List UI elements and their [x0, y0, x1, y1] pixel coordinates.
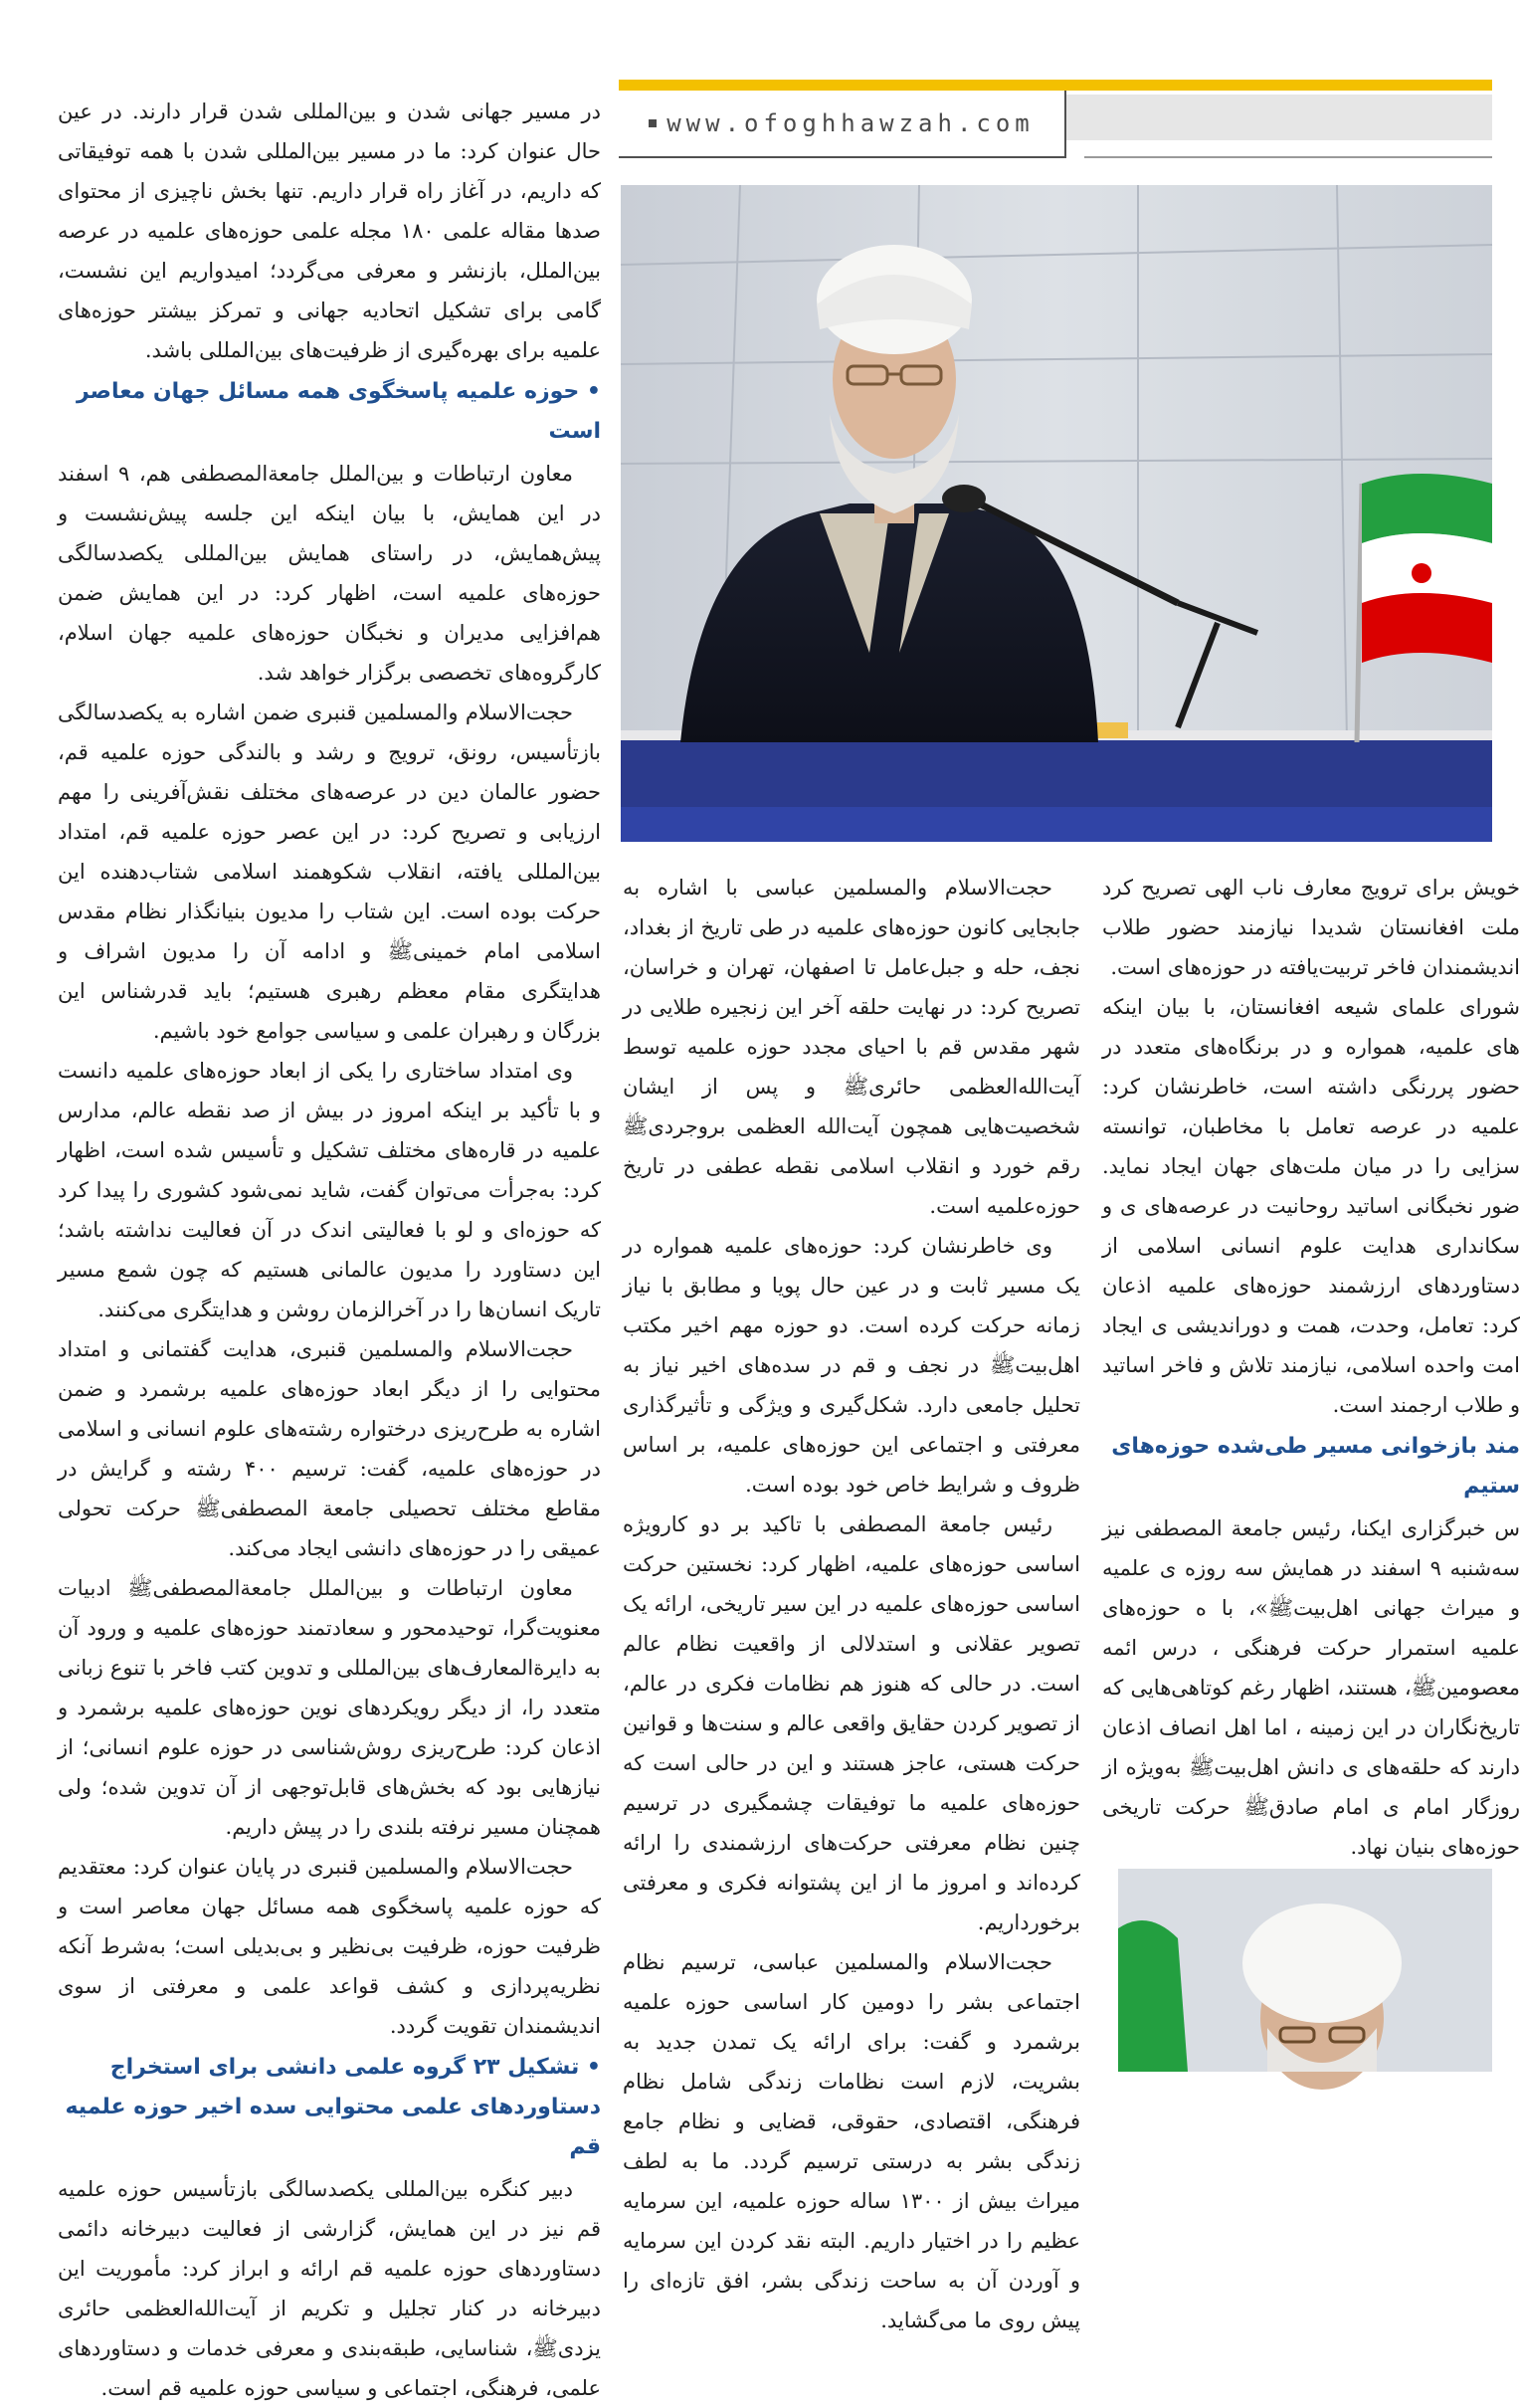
article-column-left — [58, 92, 601, 2400]
paragraph: خویش برای ترویج معارف ناب الهی تصریح کرد ملت افغانستان شدیدا نیازمند حضور طلاب اندیشمندان فاخر تربیت‌یافته در حوزه‌های است. — [1102, 876, 1520, 979]
section-heading: مند بازخوانی مسیر طی‌شده حوزه‌های ستیم — [1111, 1434, 1520, 1499]
header-accent-bar — [619, 80, 1492, 91]
website-box[interactable] — [619, 91, 1066, 158]
section-heading: • حوزه علمیه پاسخگوی همه مسائل جهان معاصر است — [77, 379, 601, 444]
paragraph: س خبرگزاری ایکنا، رئیس جامعة المصطفی نیز سه‌شنبه ۹ اسفند در همایش سه روزه ی علمیه و میراث جهانی اهل‌بیتﷺ»، با ه حوزه‌های علمیه استمرار حرکت فرهنگی ، درس ائمه معصومینﷺ، هستند، اظهار رغم کوتاهی‌هایی که تاریخ‌نگاران در این زمینه ، اما اهل انصاف اذعان دارند که حلقه‌های ی دانش اهل‌بیتﷺ به‌ویژه از روزگار امام ی امام صادقﷺ حرکت تاریخی حوزه‌های بنیان نهاد. — [1102, 1516, 1520, 1859]
website-url[interactable]: www.ofoghhawzah.com — [666, 109, 1035, 137]
paragraph: معاون ارتباطات و بین‌الملل جامعةالمصطفی هم، ۹ اسفند در این همایش، با بیان اینکه این جلسه پیش‌نشست و پیش‌همایش، در راستای همایش بین‌المللی یکصدسالگی حوزه‌های علمیه است، اظهار کرد: در این همایش ضمن هم‌افزایی مدیران و نخبگان حوزه‌های علمیه جهان اسلام، کارگروه‌های تخصصی برگزار خواهد شد. — [58, 462, 601, 685]
article-column-right — [1102, 868, 1520, 1859]
paragraph: وی امتداد ساختاری را یکی از ابعاد حوزه‌های علمیه دانست و با تأکید بر اینکه امروز در بیش از صد نقطه عالم، مدارس علمیه در قاره‌های مختلف تشکیل و تأسیس شده است، اظهار کرد: به‌جرأت می‌توان گفت، شاید نمی‌شود کشوری را پیدا کرد که حوزه‌ای و لو با فعالیتی اندک در آن فعالیت نداشته باشد؛ این دستاورد را مدیون عالمانی هستیم که چون شمع مسیر تاریک انسان‌ها را در آخرالزمان روشن و هدایتگری می‌کنند. — [58, 1059, 601, 1321]
section-heading: • تشکیل ۲۳ گروه علمی دانشی برای استخراج دستاوردهای علمی محتوایی سده اخیر حوزه علمیه قم — [65, 2055, 601, 2159]
paragraph: حجت‌الاسلام والمسلمین عباسی، ترسیم نظام اجتماعی بشر را دومین کار اساسی حوزه علمیه برشمرد و گفت: برای ارائه یک تمدن جدید به بشریت، لازم است نظامات زندگی شامل نظام فرهنگی، اقتصادی، حقوقی، قضایی و نظام جامع زندگی بشر به درستی ترسیم گردد. ما به لطف میراث بیش از ۱۳۰۰ ساله حوزه علمیه، این سرمایه عظیم را در اختیار داریم. البته نقد کردن این سرمایه و آوردن آن به ساحت زندگی بشر، افق تازه‌ای را پیش روی ما می‌گشاید. — [623, 1950, 1080, 2332]
paragraph: شورای علمای شیعه افغانستان، با بیان اینکه های علمیه، همواره و در برنگاه‌های متعدد در حضور پررنگی داشته است، خاطرنشان کرد: علمیه در عرصه تعامل با مخاطبان، توانسته سزایی را در میان ملت‌های جهان ایجاد نماید. ضور نخبگانی اساتید روحانیت در عرصه‌های ی و سکانداری هدایت علوم انسانی اسلامی از دستاوردهای ارزشمند حوزه‌های علمیه اذعان کرد: تعامل، وحدت، همت و دوراندیشی ی ایجاد امت واحده اسلامی، نیازمند تلاش و فاخر اساتید و طلاب ارجمند است. — [1102, 995, 1520, 1417]
secondary-photo — [1118, 1869, 1492, 2072]
paragraph: حجت‌الاسلام والمسلمین قنبری، هدایت گفتمانی و امتداد محتوایی را از دیگر ابعاد حوزه‌های علمیه برشمرد و ضمن اشاره به طرح‌ریزی درختواره رشته‌های علوم انسانی و اسلامی در حوزه‌های علمیه، گفت: ترسیم ۴۰۰ رشته و گرایش در مقاطع مختلف تحصیلی جامعة المصطفیﷺ حرکت تحولی عمیقی را در حوزه‌های دانشی ایجاد می‌کند. — [58, 1337, 601, 1560]
paragraph: وی خاطرنشان کرد: حوزه‌های علمیه همواره در یک مسیر ثابت و در عین حال پویا و مطابق با نیاز زمانه حرکت کرده است. دو حوزه مهم اخیر مکتب اهل‌بیتﷺ در نجف و قم در سده‌های اخیر نیاز به تحلیل جامعی دارد. شکل‌گیری و ویژگی و تأثیرگذاری معرفتی و اجتماعی این حوزه‌های علمیه، بر اساس ظروف و شرایط خاص خود بوده است. — [623, 1234, 1080, 1497]
bullet-square-icon — [649, 119, 657, 127]
paragraph: رئیس جامعة المصطفی با تاکید بر دو کارویژه اساسی حوزه‌های علمیه، اظهار کرد: نخستین حرکت اساسی حوزه‌های علمیه در این سیر تاریخی، ارائه یک تصویر عقلانی و استدلالی از واقعیت نظام عالم است. در حالی که هنوز هم نظامات فکری در عالم، از تصویر کردن حقایق واقعی عالم و سنت‌ها و قوانین حرکت هستی، عاجز هستند و این در حالی است که حوزه‌های علمیه ما توفیقات چشمگیری در ترسیم چنین نظام معرفتی حرکت‌های ارزشمندی را ارائه کرده‌اند و امروز ما از این پشتوانه فکری و معرفتی برخورداریم. — [623, 1512, 1080, 1934]
paragraph: در مسیر جهانی شدن و بین‌المللی شدن قرار دارند. در عین حال عنوان کرد: ما در مسیر بین‌المللی شدن با همه توفیقاتی که داریم، در آغاز راه قرار داریم. تنها بخش ناچیزی از محتوای صدها مقاله علمی ۱۸۰ مجله علمی حوزه‌های علمیه در عرصه بین‌الملل، بازنشر و معرفی می‌گردد؛ امیدواریم این نشست، گامی برای تشکیل اتحادیه جهانی و تمرکز بیشتر حوزه‌های علمیه برای بهره‌گیری از ظرفیت‌های بین‌المللی باشد. — [58, 100, 601, 362]
paragraph: معاون ارتباطات و بین‌الملل جامعةالمصطفیﷺ ادبیات معنویت‌گرا، توحیدمحور و سعادتمند حوزه‌های علمیه و ورود آن به دایرةالمعارف‌های بین‌المللی و تدوین کتب فاخر با تنوع زبانی متعدد را، از دیگر رویکردهای نوین حوزه‌های علمیه برشمرد و اذعان کرد: طرح‌ریزی روش‌شناسی در حوزه علوم انسانی؛ از نیازهایی بود که بخش‌های قابل‌توجهی از آن تدوین شده؛ ولی همچنان مسیر نرفته بلندی را در پیش داریم. — [58, 1576, 601, 1839]
paragraph: حجت‌الاسلام والمسلمین قنبری ضمن اشاره به یکصدسالگی بازتأسیس، رونق، ترویج و رشد و بالندگی حوزه علمیه قم، حضور عالمان دین در عرصه‌های مختلف نقش‌آفرینی را مهم ارزیابی و تصریح کرد: در این عصر حوزه علمیه قم، امتداد بین‌المللی یافته، انقلاب شکوهمند اسلامی شتاب‌دهنده این حرکت بوده است. این شتاب را مدیون بنیانگذار نظام مقدس اسلامی امام خمینیﷺ و ادامه آن را مدیون اشراف و هدایتگری مقام معظم رهبری هستیم؛ باید قدرشناس این بزرگان و رهبران علمی و سیاسی جوامع خود باشیم. — [58, 701, 601, 1043]
paragraph: حجت‌الاسلام والمسلمین عباسی با اشاره به جابجایی کانون حوزه‌های علمیه در طی تاریخ از بغداد، نجف، حله و جبل‌عامل تا اصفهان، تهران و خراسان، تصریح کرد: در نهایت حلقه آخر این زنجیره طلایی در شهر مقدس قم با احیای مجدد حوزه علمیه توسط آیت‌الله‌العظمی حائریﷺ و پس از ایشان شخصیت‌هایی همچون آیت‌الله العظمی بروجردیﷺ رقم خورد و انقلاب اسلامی نقطه عطفی در تاریخ حوزه‌علمیه است. — [623, 876, 1080, 1218]
article-column-middle — [623, 868, 1080, 2332]
paragraph: دبیر کنگره بین‌المللی یکصدسالگی بازتأسیس حوزه علمیه قم نیز در این همایش، گزارشی از فعالیت دبیرخانه دائمی دستاوردهای حوزه علمیه قم ارائه و ابراز کرد: مأموریت این دبیرخانه در کنار تجلیل و تکریم از آیت‌الله‌العظمی حائری یزدیﷺ، شناسایی، طبقه‌بندی و معرفی خدمات و دستاوردهای علمی، فرهنگی، اجتماعی و سیاسی حوزه علمیه قم است. — [58, 2177, 601, 2400]
main-photo — [621, 185, 1492, 842]
paragraph: حجت‌الاسلام والمسلمین قنبری در پایان عنوان کرد: معتقدیم که حوزه علمیه پاسخگوی همه مسائل جهان معاصر است و ظرفیت حوزه، ظرفیت بی‌نظیر و بی‌بدیلی است؛ به‌شرط آنکه نظریه‌پردازی و کشف قواعد علمی و معرفتی از سوی اندیشمندان تقویت گردد. — [58, 1855, 601, 2038]
header-rule — [1084, 156, 1492, 158]
